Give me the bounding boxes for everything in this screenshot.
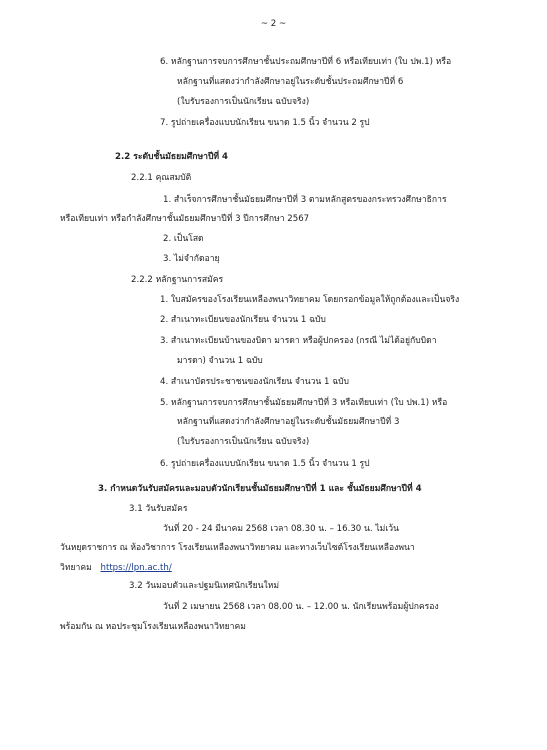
page-number: ~ 2 ~ xyxy=(260,19,287,29)
text-line: 2. สำเนาทะเบียนของนักเรียน จำนวน 1 ฉบับ xyxy=(160,315,326,325)
text-line: หลักฐานที่แสดงว่ากำลังศึกษาอยู่ในระดับชั้นประถมศึกษาปีที่ 6 xyxy=(177,77,404,87)
website-link[interactable]: https://lpn.ac.th/ xyxy=(100,563,172,573)
text-line: 6. รูปถ่ายเครื่องแบบนักเรียน ขนาด 1.5 นิ้ว จำนวน 1 รูป xyxy=(160,459,370,469)
text-line: 6. หลักฐานการจบการศึกษาชั้นประถมศึกษาปีที่ 6 หรือเทียบเท่า (ใบ ปพ.1) หรือ xyxy=(160,57,452,67)
text-line: มารดา) จำนวน 1 ฉบับ xyxy=(177,356,263,366)
text-line xyxy=(60,562,172,574)
text-line: หรือเทียบเท่า หรือกำลังศึกษาชั้นมัธยมศึกษาปีที่ 3 ปีการศึกษา 2567 xyxy=(60,214,310,224)
text-line: 1. ใบสมัครของโรงเรียนเหลืองพนาวิทยาคม โดยกรอกข้อมูลให้ถูกต้องและเป็นจริง xyxy=(160,295,460,305)
text-line: 4. สำเนาบัตรประชาชนของนักเรียน จำนวน 1 ฉบับ xyxy=(160,377,349,387)
subsection-heading: 2.2.1 คุณสมบัติ xyxy=(131,173,192,183)
text-fragment: วิทยาคม xyxy=(60,563,92,573)
text-line: (ใบรับรองการเป็นนักเรียน ฉบับจริง) xyxy=(177,437,310,447)
subsection-heading: 2.2.2 หลักฐานการสมัคร xyxy=(131,275,224,285)
text-line: 2. เป็นโสด xyxy=(163,234,204,244)
text-line: 5. หลักฐานการจบการศึกษาชั้นมัธยมศึกษาปีที่ 3 หรือเทียบเท่า (ใบ ปพ.1) หรือ xyxy=(160,398,448,408)
text-line: 3. ไม่จำกัดอายุ xyxy=(163,254,220,264)
text-line: พร้อมกัน ณ หอประชุมโรงเรียนเหลืองพนาวิทยาคม xyxy=(60,622,246,632)
text-line: 7. รูปถ่ายเครื่องแบบนักเรียน ขนาด 1.5 นิ้ว จำนวน 2 รูป xyxy=(160,118,370,128)
subsection-heading: 3.1 วันรับสมัคร xyxy=(129,504,188,514)
text-line: วันหยุดราชการ ณ ห้องวิชาการ โรงเรียนเหลืองพนาวิทยาคม และทางเว็บไซต์โรงเรียนเหลืองพนา xyxy=(60,543,415,553)
text-line: (ใบรับรองการเป็นนักเรียน ฉบับจริง) xyxy=(177,97,310,107)
subsection-heading: 3.2 วันมอบตัวและปฐมนิเทศนักเรียนใหม่ xyxy=(129,581,280,591)
text-line: วันที่ 2 เมษายน 2568 เวลา 08.00 น. – 12.00 น. นักเรียนพร้อมผู้ปกครอง xyxy=(163,602,439,612)
text-line: หลักฐานที่แสดงว่ากำลังศึกษาอยู่ในระดับชั้นมัธยมศึกษาปีที่ 3 xyxy=(177,417,400,427)
text-line: 3. สำเนาทะเบียนบ้านของบิดา มารดา หรือผู้ปกครอง (กรณี ไม่ได้อยู่กับบิดา xyxy=(160,336,437,346)
text-line: วันที่ 20 - 24 มีนาคม 2568 เวลา 08.30 น. – 16.30 น. ไม่เว้น xyxy=(163,524,399,534)
section-heading: 3. กำหนดวันรับสมัครและมอบตัวนักเรียนชั้นมัธยมศึกษาปีที่ 1 และ ชั้นมัธยมศึกษาปีที่ 4 xyxy=(98,484,422,494)
section-heading: 2.2 ระดับชั้นมัธยมศึกษาปีที่ 4 xyxy=(115,152,229,162)
text-line: 1. สำเร็จการศึกษาชั้นมัธยมศึกษาปีที่ 3 ตามหลักสูตรของกระทรวงศึกษาธิการ xyxy=(163,195,447,205)
